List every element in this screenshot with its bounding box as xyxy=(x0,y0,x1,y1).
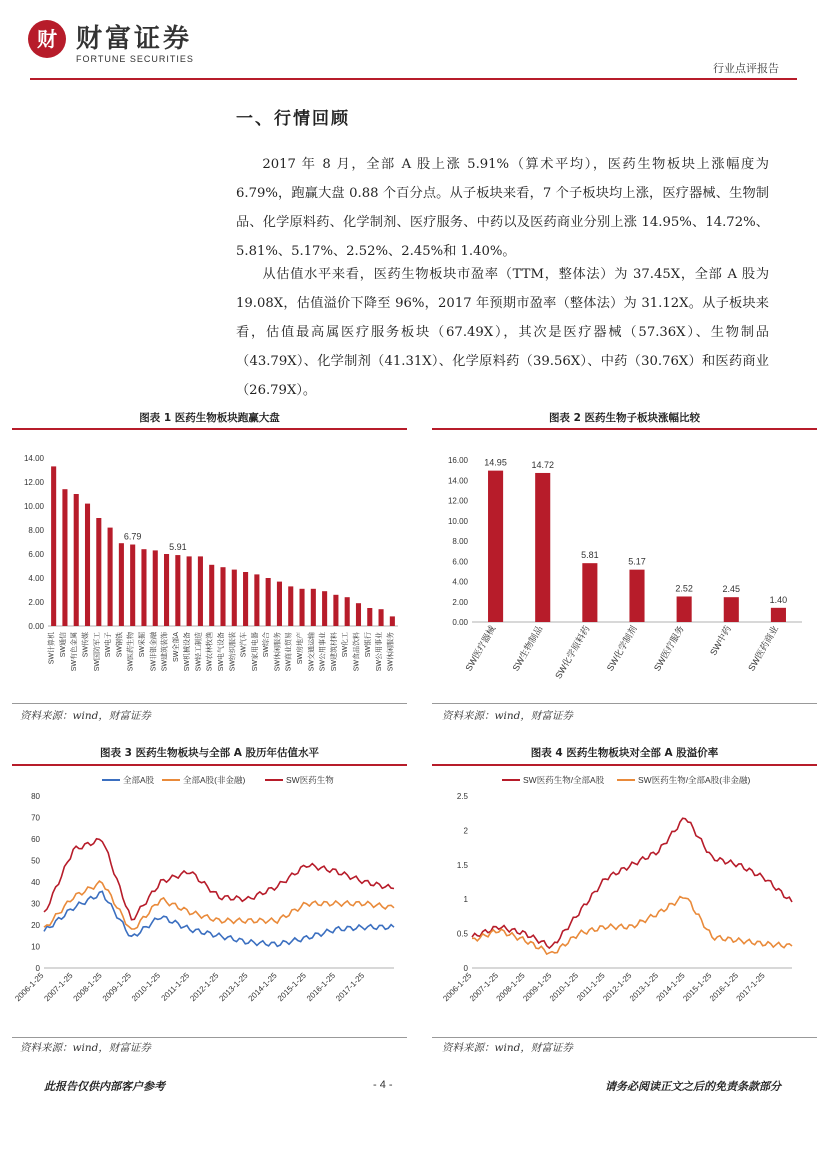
bar xyxy=(771,608,786,622)
x-tick-label: SW生物制品 xyxy=(510,624,545,673)
y-tick-label: 14.00 xyxy=(447,476,468,486)
y-tick-label: 4.00 xyxy=(28,574,44,583)
data-label: 2.52 xyxy=(675,583,693,594)
legend-label: SW医药生物 xyxy=(286,775,334,785)
bar xyxy=(254,574,259,626)
report-type: 行业点评报告 xyxy=(713,62,779,75)
bar xyxy=(356,603,361,626)
fig1-chart xyxy=(12,432,407,702)
x-tick-label: 2017-1-25 xyxy=(334,971,367,1004)
bar xyxy=(488,471,503,622)
fig4-chart xyxy=(432,768,817,1036)
x-tick-label: SW采掘 xyxy=(138,632,146,658)
x-tick-label: SW公用事业 xyxy=(376,632,384,672)
company-name-cn: 财富证券 xyxy=(76,24,193,54)
x-tick-label: 2011-1-25 xyxy=(575,971,607,1003)
section-title: 一、行情回顾 xyxy=(236,109,350,129)
x-tick-label: SW化学原料药 xyxy=(553,624,592,681)
data-label: 14.72 xyxy=(531,459,554,470)
x-tick-label: 2007-1-25 xyxy=(467,971,501,1004)
bar xyxy=(187,556,192,626)
y-tick-label: 8.00 xyxy=(28,526,44,535)
y-tick-label: 2 xyxy=(463,826,468,836)
y-tick-label: 8.00 xyxy=(452,537,468,546)
data-label: 2.45 xyxy=(722,584,741,595)
bar xyxy=(677,596,692,622)
x-tick-label: SW化学制剂 xyxy=(604,624,639,673)
y-tick-label: 12.00 xyxy=(447,496,468,506)
data-label: 14.95 xyxy=(484,457,507,468)
y-tick-label: 40 xyxy=(31,878,40,887)
y-tick-label: 50 xyxy=(31,856,40,866)
y-tick-label: 0.5 xyxy=(456,929,468,939)
series-line xyxy=(472,818,792,948)
bar xyxy=(108,528,113,626)
x-tick-label: SW休闲服务 xyxy=(387,632,395,672)
x-tick-label: 2016-1-25 xyxy=(304,971,338,1004)
y-tick-label: 70 xyxy=(31,813,40,823)
x-tick-label: 2016-1-25 xyxy=(707,971,741,1004)
y-tick-label: 0 xyxy=(35,964,40,973)
y-tick-label: 0.00 xyxy=(28,622,44,631)
x-tick-label: SW纺织服装 xyxy=(229,632,237,672)
bar xyxy=(130,545,135,626)
y-tick-label: 16.00 xyxy=(447,456,468,465)
header-divider xyxy=(30,78,797,80)
data-label: 1.40 xyxy=(769,594,788,605)
x-tick-label: 2017-1-25 xyxy=(734,971,767,1004)
bar xyxy=(333,595,338,626)
fig3-chart xyxy=(12,768,407,1036)
page-number: - 4 - xyxy=(373,1079,393,1091)
x-tick-label: SW全部A xyxy=(172,632,180,662)
data-label: 6.79 xyxy=(123,531,142,542)
bar xyxy=(535,473,550,622)
y-tick-label: 80 xyxy=(31,792,40,801)
bar xyxy=(390,616,395,626)
x-tick-label: 2008-1-25 xyxy=(71,971,104,1004)
y-tick-label: 2.00 xyxy=(452,597,468,607)
x-tick-label: SW国防军工 xyxy=(93,632,101,672)
bar xyxy=(277,582,282,626)
x-tick-label: 2010-1-25 xyxy=(129,971,163,1004)
fig2-title: 图表 2 医药生物子板块涨幅比较 xyxy=(548,412,701,424)
fig1-source: 资料来源：wind，财富证券 xyxy=(20,710,151,722)
y-tick-label: 20 xyxy=(31,921,40,930)
series-line xyxy=(44,839,394,920)
x-tick-label: SW非银金融 xyxy=(150,632,158,672)
x-tick-label: SW医疗器械 xyxy=(463,624,498,673)
x-tick-label: 2007-1-25 xyxy=(42,971,75,1004)
x-tick-label: 2013-1-25 xyxy=(217,971,250,1004)
y-tick-label: 6.00 xyxy=(452,557,468,567)
bar xyxy=(51,466,56,626)
y-tick-label: 60 xyxy=(31,835,40,844)
y-tick-label: 4.00 xyxy=(452,577,468,587)
bar xyxy=(175,555,180,626)
bar xyxy=(379,609,384,626)
x-tick-label: SW计算机 xyxy=(48,632,56,665)
y-tick-label: 12.00 xyxy=(23,478,44,487)
x-tick-label: SW钢铁 xyxy=(116,632,124,658)
x-tick-label: SW电子 xyxy=(105,632,113,658)
y-tick-label: 14.00 xyxy=(23,454,44,463)
bar xyxy=(62,489,67,626)
x-tick-label: 2008-1-25 xyxy=(494,971,527,1004)
bar xyxy=(85,504,90,626)
y-tick-label: 10 xyxy=(31,942,40,952)
x-tick-label: SW医药生物 xyxy=(127,632,135,672)
legend-label: SW医药生物/全部A股 xyxy=(523,775,605,785)
bar xyxy=(345,597,350,626)
x-tick-label: SW商业贸易 xyxy=(285,632,293,672)
fig4-top-rule xyxy=(432,764,817,766)
fig3-bottom-rule xyxy=(12,1037,407,1038)
x-tick-label: SW轻工制造 xyxy=(195,632,203,672)
fig2-bottom-rule xyxy=(432,703,817,704)
bar xyxy=(74,494,79,626)
x-tick-label: 2015-1-25 xyxy=(681,971,714,1004)
paragraph-2: 从估值水平来看，医药生物板块市盈率（TTM，整体法）为 37.45X，全部 A 股为 19.08X，估值溢价下降至 96%，2017 年预期市盈率（整体法）为 31.12X。从子板块来看，估值最高属医疗服务板块（67.49X），其次是医疗器械（57.36X）、生物制品（43.79X）、化学制剂（41.31X）、化学原料药（39.56X）、中药（30.76X）和医药商业（26.79X）。 xyxy=(236,267,769,398)
bar xyxy=(141,549,146,626)
y-tick-label: 2.00 xyxy=(28,598,44,607)
bar xyxy=(164,554,169,626)
y-tick-label: 6.00 xyxy=(28,550,44,559)
x-tick-label: SW电气设备 xyxy=(218,632,225,672)
x-tick-label: SW综合 xyxy=(263,632,271,658)
x-tick-label: 2014-1-25 xyxy=(246,971,279,1004)
fig2-chart xyxy=(432,432,817,702)
fig1-title: 图表 1 医药生物板块跑赢大盘 xyxy=(139,412,280,424)
x-tick-label: SW公用事业 xyxy=(319,632,327,672)
x-tick-label: 2012-1-25 xyxy=(188,971,221,1004)
fig4-title: 图表 4 医药生物板块对全部 A 股溢价率 xyxy=(530,747,719,759)
y-tick-label: 10.00 xyxy=(447,516,468,526)
footer-disclaimer-right: 请务必阅读正文之后的免责条款部分 xyxy=(605,1080,781,1093)
bar xyxy=(96,518,101,626)
fig3-top-rule xyxy=(12,764,407,766)
x-tick-label: SW建筑装饰 xyxy=(161,632,169,672)
x-tick-label: SW房地产 xyxy=(297,632,305,665)
paragraph-1: 2017 年 8 月，全部 A 股上涨 5.91%（算术平均），医药生物板块上涨幅度为 6.79%，跑赢大盘 0.88 个百分点。从子板块来看，7 个子板块均上涨，医疗器械、生物制品、化学原料药、化学制剂、医疗服务、中药以及医药商业分别上涨 14.95%、14.72%、5.81%、5.17%、2.52%、2.45%和 1.40%。 xyxy=(236,157,769,259)
x-tick-label: SW机械设备 xyxy=(184,632,192,672)
y-tick-label: 2.5 xyxy=(456,792,468,801)
data-label: 5.17 xyxy=(628,556,646,567)
bar xyxy=(322,591,327,626)
bar xyxy=(724,597,739,622)
fig1-bottom-rule xyxy=(12,703,407,704)
x-tick-label: SW休闲服务 xyxy=(274,632,282,672)
bar xyxy=(243,572,248,626)
y-tick-label: 0.00 xyxy=(452,618,468,627)
x-tick-label: SW汽车 xyxy=(240,632,248,658)
fig2-top-rule xyxy=(432,428,817,430)
bar xyxy=(119,543,124,626)
fig3-source: 资料来源：wind，财富证券 xyxy=(20,1042,151,1054)
bar xyxy=(209,565,214,626)
x-tick-label: 2011-1-25 xyxy=(159,971,192,1003)
bar xyxy=(299,589,304,626)
data-label: 5.81 xyxy=(581,550,599,561)
fig1-top-rule xyxy=(12,428,407,430)
bar xyxy=(582,563,597,622)
x-tick-label: 2009-1-25 xyxy=(100,971,133,1004)
legend-label: 全部A股 xyxy=(123,775,155,785)
x-tick-label: 2006-1-25 xyxy=(441,971,474,1004)
x-tick-label: SW食品饮料 xyxy=(353,632,361,672)
x-tick-label: SW传媒 xyxy=(82,632,90,658)
company-logo xyxy=(28,20,228,68)
bar xyxy=(629,570,644,622)
footer-disclaimer-left: 此报告仅供内部客户参考 xyxy=(44,1080,165,1093)
y-tick-label: 1 xyxy=(463,895,468,905)
x-tick-label: SW农林牧渔 xyxy=(206,632,214,672)
data-label: 5.91 xyxy=(169,542,187,553)
bar xyxy=(288,586,293,626)
x-tick-label: SW通信 xyxy=(59,632,67,658)
x-tick-label: SW医疗服务 xyxy=(651,624,686,673)
x-tick-label: 2015-1-25 xyxy=(275,971,308,1004)
y-tick-label: 0 xyxy=(463,964,468,973)
x-tick-label: 2013-1-25 xyxy=(627,971,661,1004)
series-line xyxy=(472,897,792,955)
x-tick-label: SW家用电器 xyxy=(251,632,259,672)
bar xyxy=(198,556,203,626)
bar xyxy=(367,608,372,626)
fig2-source: 资料来源：wind，财富证券 xyxy=(442,710,573,722)
fig4-source: 资料来源：wind，财富证券 xyxy=(442,1042,573,1054)
fig4-bottom-rule xyxy=(432,1037,817,1038)
bar xyxy=(266,578,271,626)
x-tick-label: 2010-1-25 xyxy=(547,971,581,1004)
x-tick-label: SW有色金属 xyxy=(71,632,79,672)
x-tick-label: SW中药 xyxy=(708,624,734,658)
legend-label: SW医药生物/全部A股(非金融) xyxy=(638,775,751,785)
x-tick-label: SW医药商业 xyxy=(746,624,781,673)
x-tick-label: 2014-1-25 xyxy=(654,971,687,1004)
logo-mark-icon: 财 xyxy=(28,20,66,58)
x-tick-label: SW建筑材料 xyxy=(330,632,338,672)
bar xyxy=(153,550,158,626)
series-line xyxy=(44,881,394,929)
y-tick-label: 30 xyxy=(31,899,40,909)
fig3-title: 图表 3 医药生物板块与全部 A 股历年估值水平 xyxy=(99,747,320,759)
x-tick-label: 2006-1-25 xyxy=(13,971,46,1004)
legend-label: 全部A股(非金融) xyxy=(183,775,246,785)
x-tick-label: SW化工 xyxy=(342,632,350,658)
company-name-en: FORTUNE SECURITIES xyxy=(76,54,194,64)
bar xyxy=(220,567,225,626)
x-tick-label: 2012-1-25 xyxy=(601,971,634,1004)
bar xyxy=(232,570,237,626)
bar xyxy=(311,589,316,626)
x-tick-label: SW交通运输 xyxy=(308,632,316,672)
y-tick-label: 10.00 xyxy=(23,502,44,511)
x-tick-label: 2009-1-25 xyxy=(521,971,554,1004)
y-tick-label: 1.5 xyxy=(456,860,468,870)
x-tick-label: SW银行 xyxy=(364,632,372,658)
